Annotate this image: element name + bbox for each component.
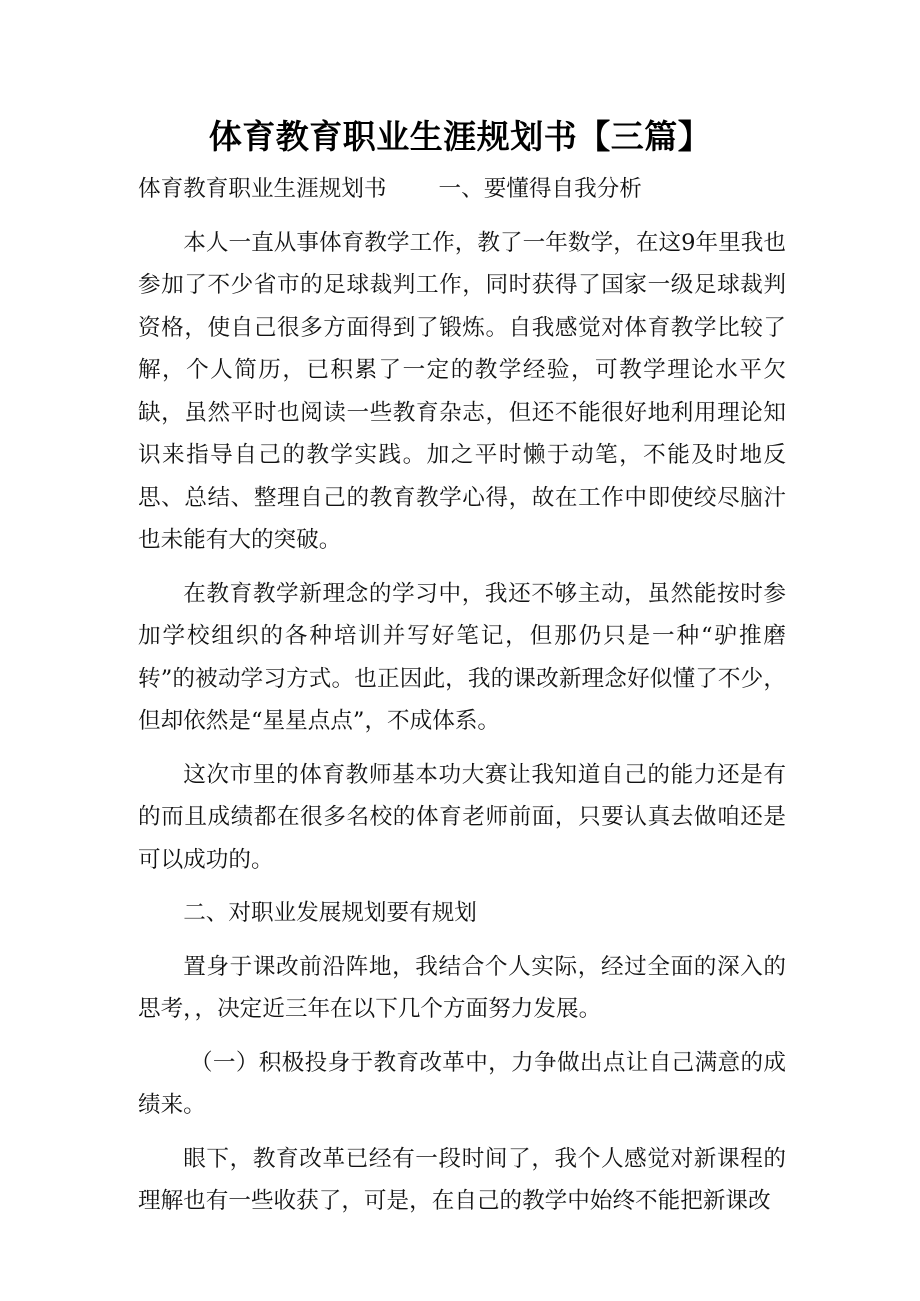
intro-line [138, 168, 786, 211]
paragraph: 本人一直从事体育教学工作，教了一年数学，在这9年里我也参加了不少省市的足球裁判工作，同时获得了国家一级足球裁判资格，使自己很多方面得到了锻炼。自我感觉对体育教学比较了解，个人简历，已积累了一定的教学经验，可教学理论水平欠缺，虽然平时也阅读一些教育杂志，但还不能很好地利用理论知识来指导自己的教学实践。加之平时懒于动笔，不能及时地反思、总结、整理自己的教育教学心得，故在工作中即使绞尽脑汁也未能有大的突破。 [138, 229, 786, 553]
paragraph: 在教育教学新理念的学习中，我还不够主动，虽然能按时参加学校组织的各种培训并写好笔记，但那仍只是一种“驴推磨转”的被动学习方式。也正因此，我的课改新理念好似懂了不少，但却依然是“星星点点”，不成体系。 [138, 580, 786, 734]
intro-label: 体育教育职业生涯规划书 [138, 176, 387, 202]
document-body [138, 168, 786, 1234]
section1-heading: 一、要懂得自我分析 [438, 176, 642, 202]
paragraph: 置身于课改前沿阵地，我结合个人实际，经过全面的深入的思考，，决定近三年在以下几个方面努力发展。 [138, 953, 786, 1022]
section2-heading: 二、对职业发展规划要有规划 [183, 900, 477, 926]
subsection-heading: （一）积极投身于教育改革中，力争做出点让自己满意的成绩来。 [138, 1049, 786, 1118]
document-title: 体育教育职业生涯规划书【三篇】 [208, 117, 712, 156]
paragraph: 这次市里的体育教师基本功大赛让我知道自己的能力还是有的而且成绩都在很多名校的体育老师前面，只要认真去做咱还是可以成功的。 [138, 761, 786, 873]
paragraph: 眼下，教育改革已经有一段时间了，我个人感觉对新课程的理解也有一些收获了，可是，在自己的教学中始终不能把新课改 [138, 1145, 786, 1214]
